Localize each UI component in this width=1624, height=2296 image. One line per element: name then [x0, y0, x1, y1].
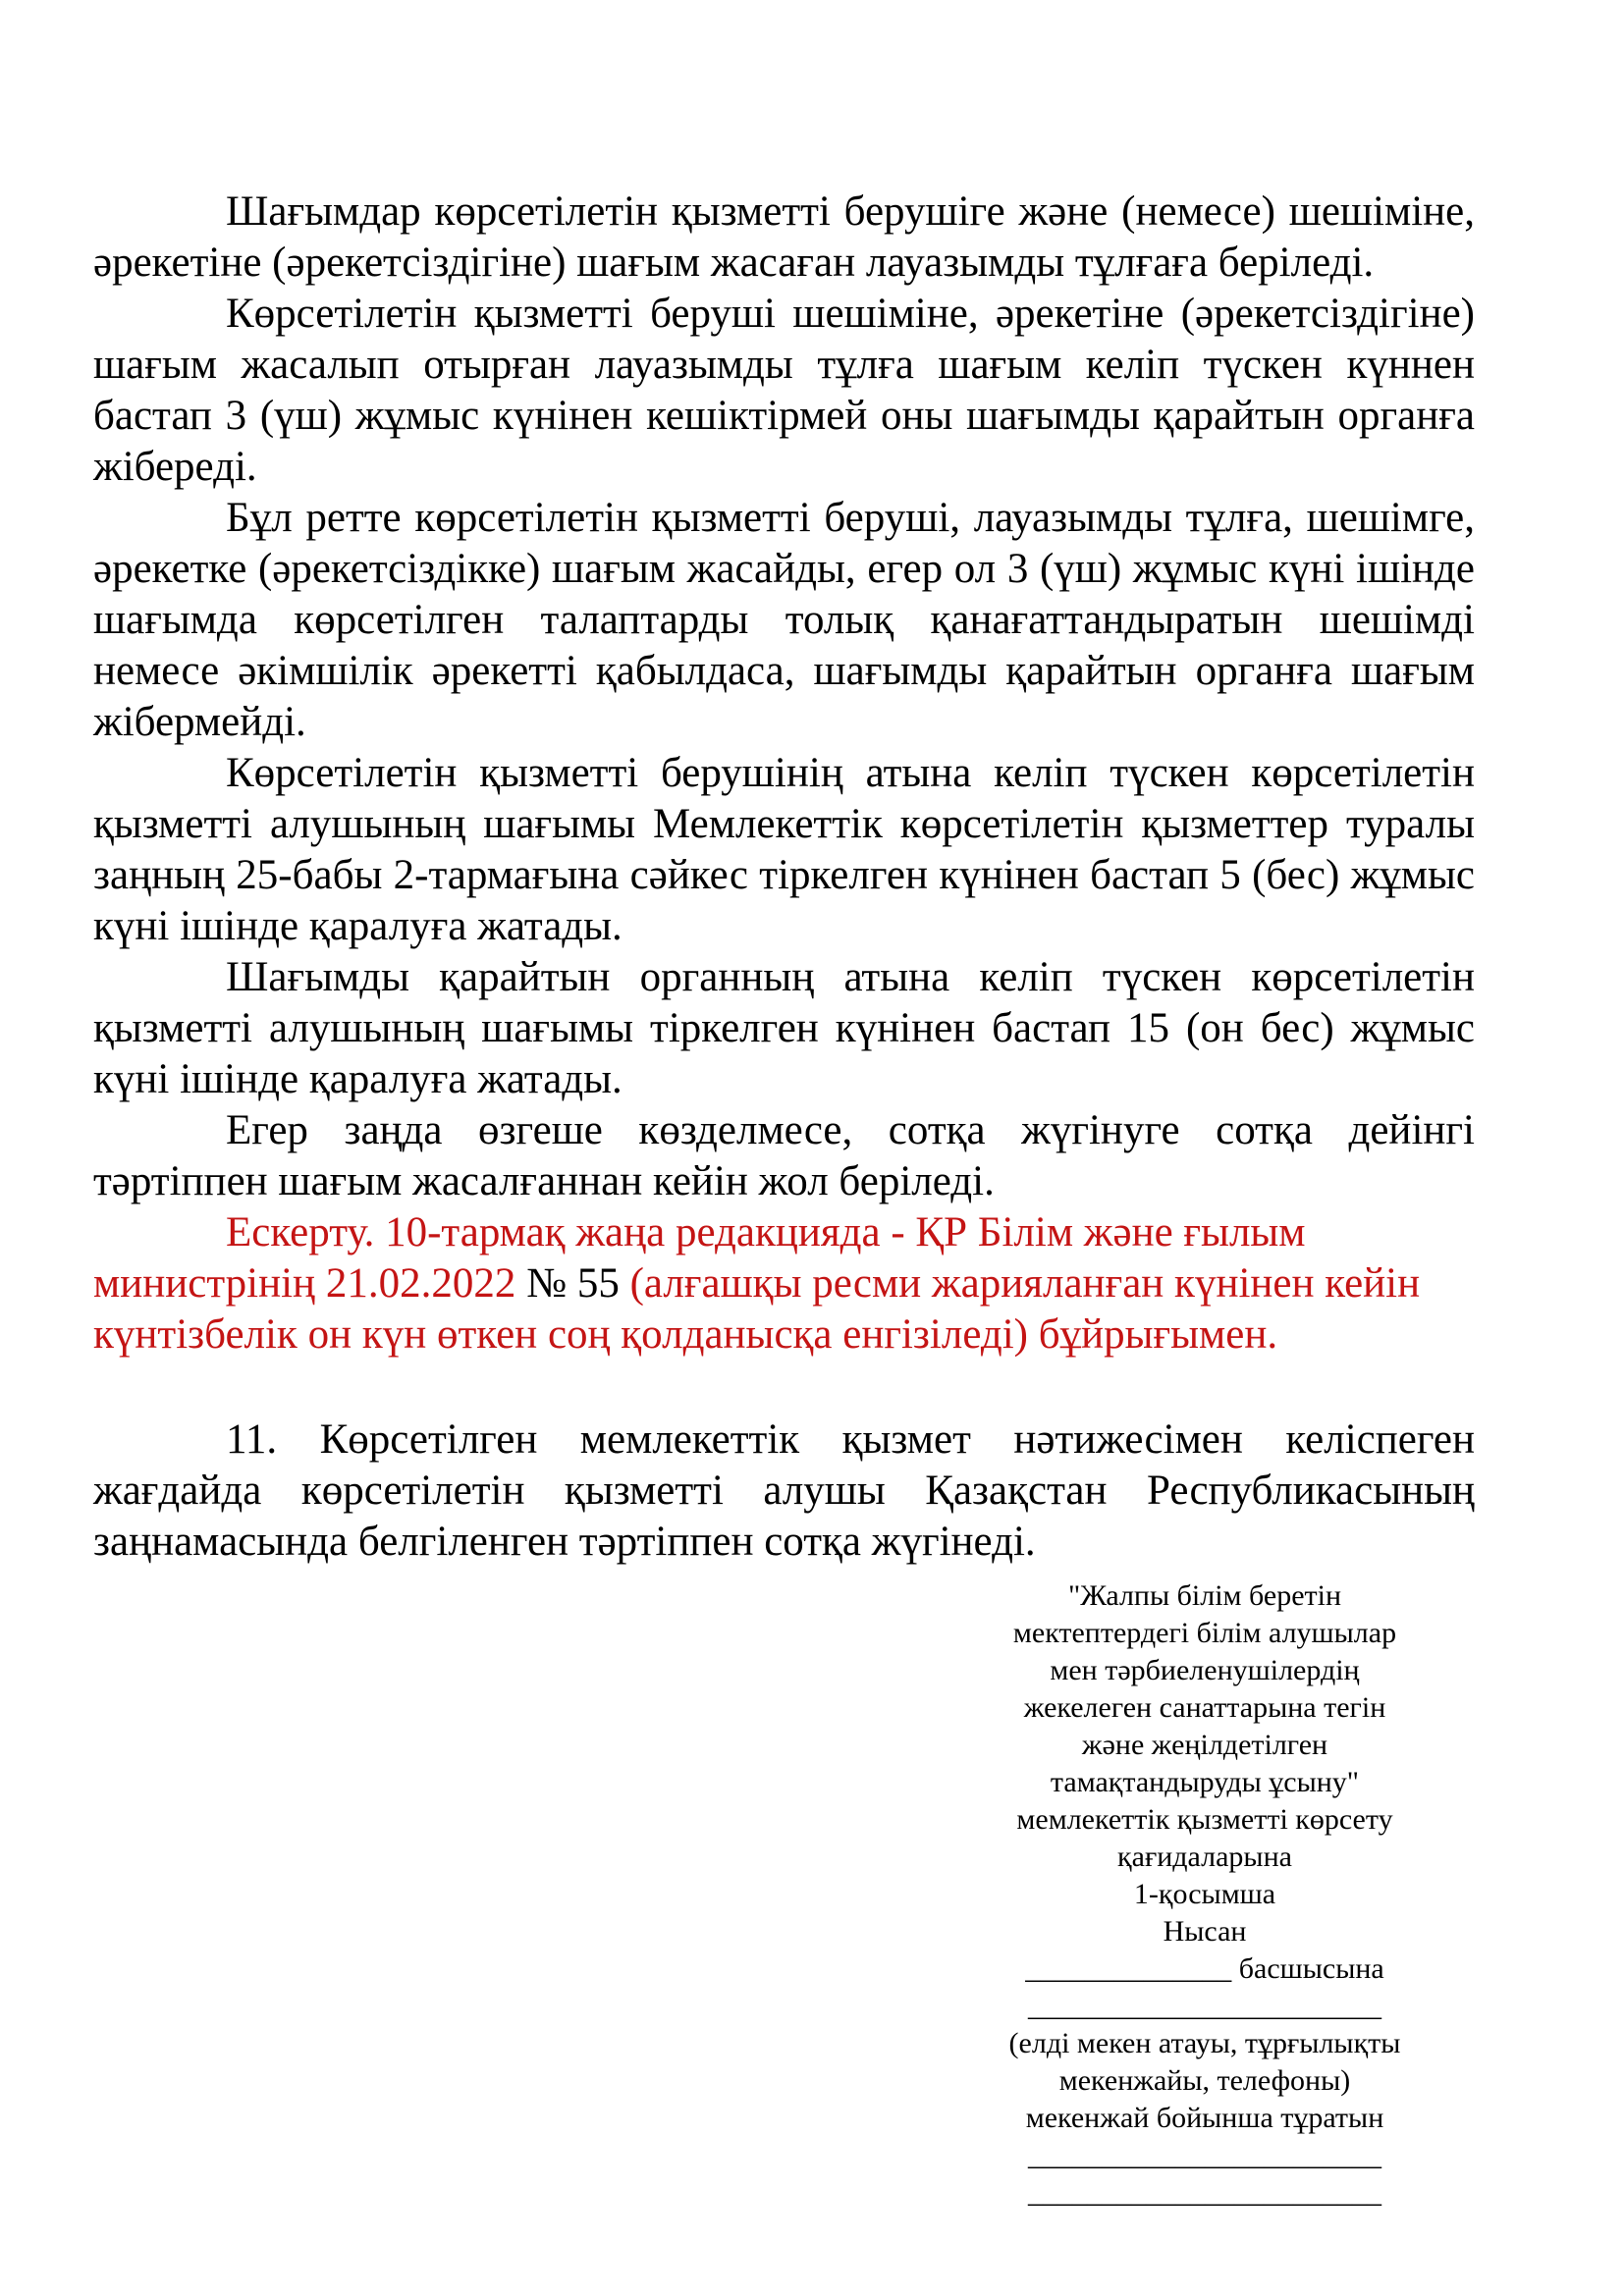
form-line: жекелеген санаттарына тегін — [1023, 1691, 1386, 1724]
form-line: мен тәрбиеленушілердің — [1050, 1654, 1360, 1686]
revision-note — [93, 1207, 1475, 1361]
form-line: ________________________ — [1028, 1990, 1381, 2022]
revision-note-text-start: Ескерту. 10-тармақ жаңа редакцияда - ҚР Білім және ғылым министрінің 21.02.2022 — [93, 1209, 1306, 1307]
appendix-form-block — [989, 1577, 1421, 2212]
form-line: ________________________ — [1028, 2139, 1381, 2171]
form-line: 1-қосымша — [1133, 1878, 1276, 1910]
form-line: ________________________ — [1028, 2176, 1381, 2209]
paragraph-fifteen-days: Шағымды қарайтын органның атына келіп түскен көрсетілетін қызметті алушының шағымы тіркелген күнінен бастап 15 (он бес) жұмыс күні ішінде қаралуға жатады. — [93, 954, 1475, 1102]
paragraph-provider-forwards: Көрсетілетін қызметті беруші шешіміне, әрекетіне (әрекетсіздігіне) шағым жасалып отырған лауазымды тұлға шағым келіп түскен күннен бастап 3 (үш) жұмыс күнінен кешіктірмей оны шағымды қарайтын органға жібереді. — [93, 291, 1475, 490]
revision-note-order-number: № 55 — [526, 1260, 620, 1307]
form-line: Нысан — [1163, 1915, 1247, 1948]
paragraph-provider-satisfies: Бұл ретте көрсетілетін қызметті беруші, лауазымды тұлға, шешімге, әрекетке (әрекетсіздікке) шағым жасайды, егер ол 3 (үш) жұмыс күні ішінде шағымда көрсетілген талаптарды толық қанағаттандыратын шешімді немесе әкімшілік әрекетті қабылдаса, шағымды қарайтын органға шағым жібермейді. — [93, 495, 1475, 745]
form-line: ______________ басшысына — [1025, 1952, 1384, 1985]
paragraph-court-appeal: Егер заңда өзгеше көзделмесе, сотқа жүгінуге сотқа дейінгі тәртіппен шағым жасалғаннан кейін жол беріледі. — [93, 1107, 1475, 1204]
form-line: мектептердегі білім алушылар — [1012, 1617, 1397, 1649]
paragraph-complaints-filed: Шағымдар көрсетілетін қызметті берушіге және (немесе) шешіміне, әрекетіне (әрекетсіздігіне) шағым жасаған лауазымды тұлғаға беріледі. — [93, 188, 1475, 286]
revision-note-text-end: (алғашқы ресми жарияланған күнінен кейін күнтізбелік он күн өткен соң қолданысқа енгізіледі) бұйрығымен. — [93, 1260, 1421, 1358]
form-line: (елді мекен атауы, тұрғылықты — [1008, 2027, 1401, 2059]
paragraph-five-days: Көрсетілетін қызметті берушінің атына келіп түскен көрсетілетін қызметті алушының шағымы Мемлекеттік көрсетілетін қызметтер туралы заңның 25-бабы 2-тармағына сәйкес тіркелген күнінен бастап 5 (бес) жұмыс күні ішінде қаралуға жатады. — [93, 750, 1475, 949]
form-line: қағидаларына — [1117, 1841, 1292, 1873]
form-line: тамақтандыруды ұсыну" — [1050, 1766, 1360, 1798]
form-line: және жеңілдетілген — [1081, 1729, 1328, 1761]
paragraph-clause-11: 11. Көрсетілген мемлекеттік қызмет нәтижесімен келіспеген жағдайда көрсетілетін қызметті алушы Қазақстан Республикасының заңнамасында белгіленген тәртіппен сотқа жүгінеді. — [93, 1416, 1475, 1565]
form-line: мекенжай бойынша тұратын — [1025, 2102, 1384, 2134]
form-line: мекенжайы, телефоны) — [1058, 2064, 1351, 2097]
form-line: мемлекеттік қызметті көрсету — [1016, 1803, 1393, 1836]
form-line: "Жалпы білім беретін — [1067, 1579, 1342, 1612]
